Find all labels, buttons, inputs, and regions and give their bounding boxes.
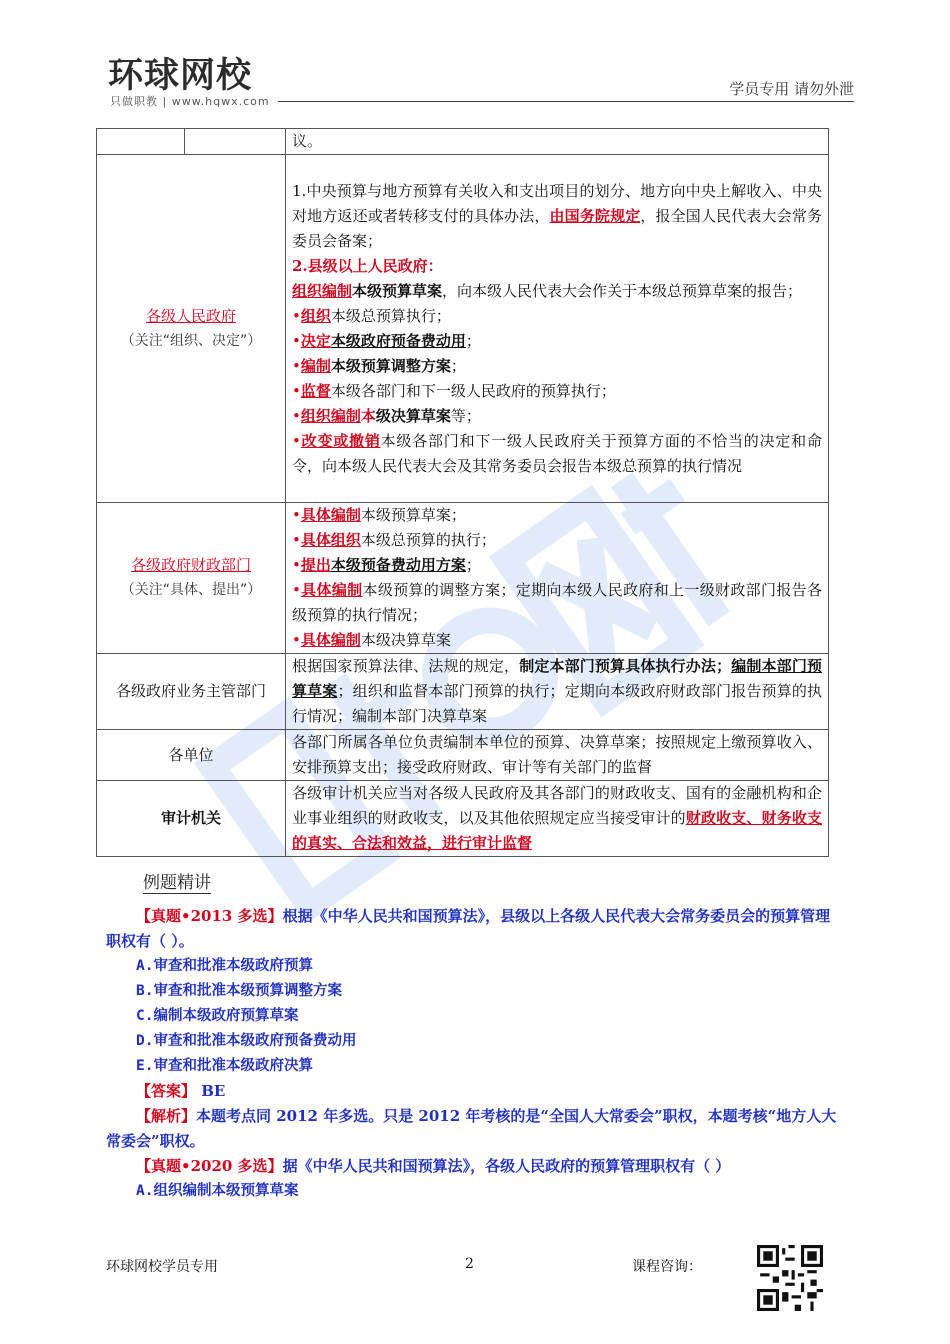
org-name: 各级政府财政部门 — [130, 556, 251, 574]
org-cell — [97, 155, 286, 503]
duty-item: •组织编制本级决算草案等； — [292, 406, 481, 425]
duty-cell — [286, 503, 829, 654]
org-name: 各级政府业务主管部门 — [115, 682, 266, 700]
header-divider — [278, 101, 854, 102]
footer-consult-label: 课程咨询： — [632, 1259, 702, 1275]
section-title: 例题精讲 — [143, 868, 211, 894]
table-cell-empty — [184, 129, 285, 155]
org-cell — [97, 503, 286, 654]
option-a: A.组织编制本级预算草案 — [136, 1183, 299, 1199]
option-e: E.审查和批准本级政府决算 — [136, 1058, 313, 1074]
duty-heading: 2.县级以上人民政府： — [292, 256, 443, 275]
duty-item: •具体组织本级总预算的执行； — [292, 531, 496, 549]
duty-item: •监督本级各部门和下一级人民政府的预算执行； — [292, 381, 616, 400]
table-cell-continuation: 议。 — [286, 129, 829, 155]
table-cell-empty — [97, 129, 185, 155]
table-row — [97, 155, 829, 503]
duty-item: •改变或撤销本级各部门和下一级人民政府关于预算方面的不恰当的决定和命令，向本级人民代表大会及其常务委员会报告本级总预算的执行情况 — [292, 431, 822, 475]
table-row — [97, 730, 829, 781]
duty-cell: 根据国家预算法律、法规的规定，制定本部门预算具体执行办法；编制本部门预算草案；组织和监督本部门预算的执行；定期向本级政府财政部门报告预算的执行情况；编制本部门决算草案 — [286, 654, 829, 730]
duty-item: •具体编制本级预算草案； — [292, 506, 466, 524]
qr-code-icon[interactable] — [757, 1245, 823, 1311]
brand-logo: 环球网校 — [108, 56, 253, 96]
duty-item: •具体编制本级决算草案 — [292, 631, 451, 649]
option-b: B.审查和批准本级预算调整方案 — [136, 983, 342, 999]
table-row — [97, 503, 829, 654]
brand-tagline: 只做职教 | www.hqwx.com — [110, 95, 270, 108]
budget-authority-table — [96, 128, 829, 857]
org-cell — [97, 654, 286, 730]
header-note: 学员专用 请勿外泄 — [729, 80, 854, 98]
org-note: （关注“组织、决定”） — [120, 332, 262, 349]
table-row — [97, 781, 829, 857]
analysis-line: 【解析】本题考点同 2012 年多选。只是 2012 年考核的是“全国人大常委会”职权，本题考核“地方人大常委会”职权。 — [106, 1107, 837, 1150]
table-row — [97, 129, 829, 155]
duty-item: •决定本级政府预备费动用； — [292, 331, 481, 350]
duty-item: •编制本级预算调整方案； — [292, 356, 466, 375]
footer-brand: 环球网校学员专用 — [106, 1259, 218, 1275]
page-number: 2 — [465, 1256, 474, 1272]
question-2-stem: 【真题•2020 多选】据《中华人民共和国预算法》，各级人民政府的预算管理职权有（ ） — [136, 1157, 731, 1175]
duty-cell — [286, 155, 829, 503]
question-1-stem: 【真题•2013 多选】根据《中华人民共和国预算法》，县级以上各级人民代表大会常务委员会的预算管理职权有（ ）。 — [106, 907, 831, 950]
org-cell — [97, 781, 286, 857]
duty-cell: 各部门所属各单位负责编制本单位的预算、决算草案；按照规定上缴预算收入、安排预算支出；接受政府财政、审计等有关部门的监督 — [286, 730, 829, 781]
table-row — [97, 654, 829, 730]
org-name: 审计机关 — [160, 809, 221, 827]
duty-cell: 各级审计机关应当对各级人民政府及其各部门的财政收支、国有的金融机构和企业事业组织的财政收支，以及其他依照规定应当接受审计的财政收支、财务收支的真实、合法和效益，进行审计监督 — [286, 781, 829, 857]
duty-item: 组织编制本级预算草案，向本级人民代表大会作关于本级总预算草案的报告； — [292, 281, 803, 300]
org-note: （关注“具体、提出”） — [120, 582, 262, 598]
answer-line: 【答案】 BE — [136, 1082, 226, 1100]
option-d: D.审查和批准本级政府预备费动用 — [136, 1033, 357, 1049]
page-header — [0, 0, 950, 110]
option-c: C.编制本级政府预算草案 — [136, 1008, 299, 1024]
org-cell — [97, 730, 286, 781]
option-a: A.审查和批准本级政府预算 — [136, 958, 313, 974]
org-name: 各级人民政府 — [145, 306, 236, 325]
org-name: 各单位 — [168, 745, 214, 764]
duty-item: •具体编制本级预算的调整方案；定期向本级人民政府和上一级财政部门报告各级预算的执行情况； — [292, 581, 822, 624]
duty-item: •组织本级总预算执行； — [292, 306, 451, 325]
duty-item: 1.中央预算与地方预算有关收入和支出项目的划分、地方向中央上解收入、中央对地方返还或者转移支付的具体办法，由国务院规定，报全国人民代表大会常务委员会备案； — [292, 181, 822, 250]
duty-item: •提出本级预备费动用方案； — [292, 556, 481, 574]
